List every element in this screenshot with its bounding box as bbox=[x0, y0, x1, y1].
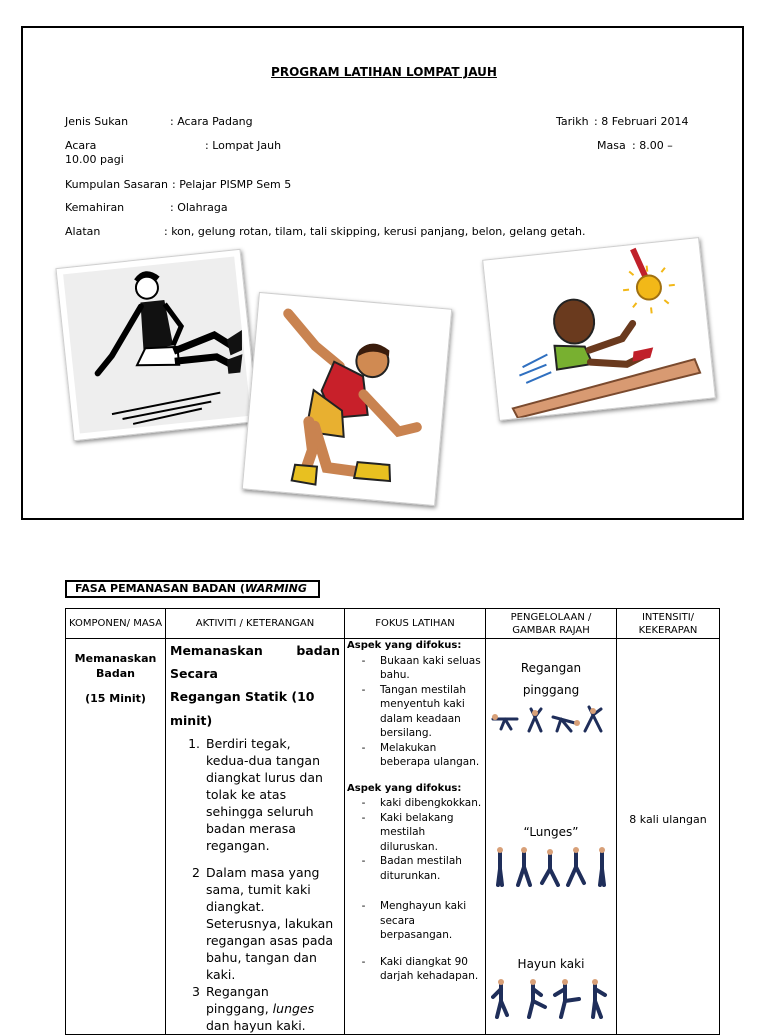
list-item bbox=[347, 683, 483, 741]
bullet-dash: - bbox=[361, 654, 366, 667]
kemahiran-value: : Olahraga bbox=[170, 201, 228, 214]
gambar-label-1a: Regangan bbox=[520, 661, 582, 675]
header-aktiviti: AKTIVITI / KETERANGAN bbox=[166, 609, 345, 639]
jenis-sukan-label: Jenis Sukan bbox=[65, 115, 129, 128]
aktiviti-heading-2: Secara bbox=[170, 666, 218, 681]
warmup-table bbox=[65, 608, 720, 1035]
alatan-value: : kon, gelung rotan, tilam, tali skipping, kerusi panjang, belon, gelang getah. bbox=[164, 225, 586, 238]
list-item bbox=[347, 955, 483, 984]
list-item bbox=[347, 854, 483, 883]
cartoon-jumper-medal-image bbox=[482, 237, 716, 421]
aktiviti-heading-3: Regangan Statik (10 minit) bbox=[170, 689, 315, 728]
list-item bbox=[347, 811, 483, 855]
list-item bbox=[170, 864, 340, 983]
gambar-rajah-cell bbox=[486, 639, 617, 1035]
intensiti-value: 8 kali ulangan bbox=[629, 813, 707, 826]
list-item-number: 2 bbox=[192, 865, 200, 880]
list-item-text: Dalam masa yang sama, tumit kaki diangkat. Seterusnya, lakukan regangan asas pada bahu, tangan dan kaki. bbox=[206, 865, 334, 982]
header-komponen: KOMPONEN/ MASA bbox=[66, 609, 166, 639]
list-item-text bbox=[206, 983, 340, 1034]
table-row bbox=[66, 639, 720, 1035]
bullet-dash: - bbox=[361, 855, 366, 867]
fokus-text: Melakukan beberapa ulangan. bbox=[380, 741, 480, 768]
masa-label: Masa bbox=[597, 139, 626, 152]
long-jump-color-image bbox=[242, 292, 453, 506]
fokus-text: Kaki belakang mestilah diluruskan. bbox=[380, 811, 454, 853]
fokus-cell bbox=[345, 639, 486, 1035]
table-header-row bbox=[66, 609, 720, 639]
header-pengelolaan: PENGELOLAAN / GAMBAR RAJAH bbox=[486, 609, 617, 639]
bullet-dash: - bbox=[361, 900, 366, 912]
long-jump-sketch-image bbox=[55, 249, 258, 441]
fokus-group-1-list bbox=[347, 654, 483, 770]
list-item-text-part: dan hayun kaki. bbox=[206, 1018, 306, 1033]
jenis-sukan-value: : Acara Padang bbox=[170, 115, 253, 128]
list-item bbox=[347, 796, 483, 811]
masa-value: : 8.00 – bbox=[632, 139, 673, 152]
bullet-dash: - bbox=[361, 683, 366, 696]
fasa-label: FASA PEMANASAN BADAN ( bbox=[75, 582, 245, 595]
tarikh-label: Tarikh bbox=[556, 115, 589, 128]
fokus-text: Menghayun kaki secara berpasangan. bbox=[380, 900, 467, 941]
intensiti-cell bbox=[617, 639, 720, 1035]
bullet-dash: - bbox=[361, 797, 366, 809]
list-item-text: Berdiri tegak, kedua-dua tangan diangkat lurus dan tolak ke atas sehingga seluruh badan merasa regangan. bbox=[206, 736, 323, 853]
acara-label: Acara bbox=[65, 139, 97, 152]
fokus-text: Kaki diangkat 90 darjah kehadapan. bbox=[380, 955, 479, 982]
list-item bbox=[347, 899, 483, 943]
lunges-figures bbox=[494, 845, 612, 887]
list-item bbox=[170, 983, 340, 1034]
aktiviti-heading-1 bbox=[170, 639, 340, 662]
list-item bbox=[347, 741, 483, 770]
list-item-number: 1. bbox=[188, 736, 200, 751]
aktiviti-heading-word-2: badan bbox=[296, 643, 340, 658]
alatan-label: Alatan bbox=[65, 225, 101, 238]
fokus-text: Bukaan kaki seluas bahu. bbox=[380, 654, 481, 681]
aktiviti-heading-word-1: Memanaskan bbox=[170, 643, 263, 658]
fasa-label-italic: WARMING bbox=[244, 582, 307, 595]
tarikh-value: : 8 Februari 2014 bbox=[594, 115, 689, 128]
list-item-number: 3 bbox=[192, 984, 200, 999]
masa-value-continued: 10.00 pagi bbox=[65, 153, 124, 166]
kemahiran-label: Kemahiran bbox=[65, 201, 125, 214]
bullet-dash: - bbox=[361, 811, 366, 824]
fokus-group-2-list bbox=[347, 796, 483, 984]
bullet-dash: - bbox=[361, 741, 366, 754]
fokus-text: kaki dibengkokkan. bbox=[380, 797, 482, 809]
aktiviti-cell bbox=[166, 639, 345, 1035]
fokus-text: Badan mestilah diturunkan. bbox=[380, 855, 462, 882]
list-item bbox=[170, 735, 340, 854]
header-intensiti: INTENSITI/ KEKERAPAN bbox=[617, 609, 720, 639]
gambar-label-2: “Lunges” bbox=[523, 825, 579, 839]
acara-value: : Lompat Jauh bbox=[205, 139, 282, 152]
gambar-label-1 bbox=[486, 657, 616, 701]
list-item-text-italic: lunges bbox=[272, 1001, 315, 1016]
bullet-dash: - bbox=[361, 955, 366, 968]
kumpulan-sasaran-value: : Pelajar PISMP Sem 5 bbox=[172, 178, 292, 191]
komponen-cell bbox=[66, 639, 166, 1035]
gambar-label-1b: pinggang bbox=[522, 683, 580, 697]
header-fokus: FOKUS LATIHAN bbox=[345, 609, 486, 639]
waist-stretch-figures bbox=[491, 705, 611, 735]
list-item bbox=[347, 654, 483, 683]
leg-swing-figures bbox=[491, 977, 611, 1019]
list-item-text-part: Regangan pinggang, bbox=[206, 984, 273, 1016]
komponen-time: (15 Minit) bbox=[85, 692, 146, 705]
fokus-group-2-title: Aspek yang difokus: bbox=[347, 782, 462, 794]
fasa-pemanasan-heading bbox=[65, 580, 320, 598]
page-title: PROGRAM LATIHAN LOMPAT JAUH bbox=[271, 65, 497, 79]
fokus-group-1-title: Aspek yang difokus: bbox=[347, 640, 462, 651]
gambar-label-3: Hayun kaki bbox=[517, 957, 585, 971]
kumpulan-sasaran-label: Kumpulan Sasaran bbox=[65, 178, 169, 191]
aktiviti-list bbox=[170, 735, 340, 1034]
fokus-text: Tangan mestilah menyentuh kaki dalam keadaan bersilang. bbox=[380, 683, 467, 739]
komponen-name: Memanaskan Badan bbox=[74, 652, 157, 680]
